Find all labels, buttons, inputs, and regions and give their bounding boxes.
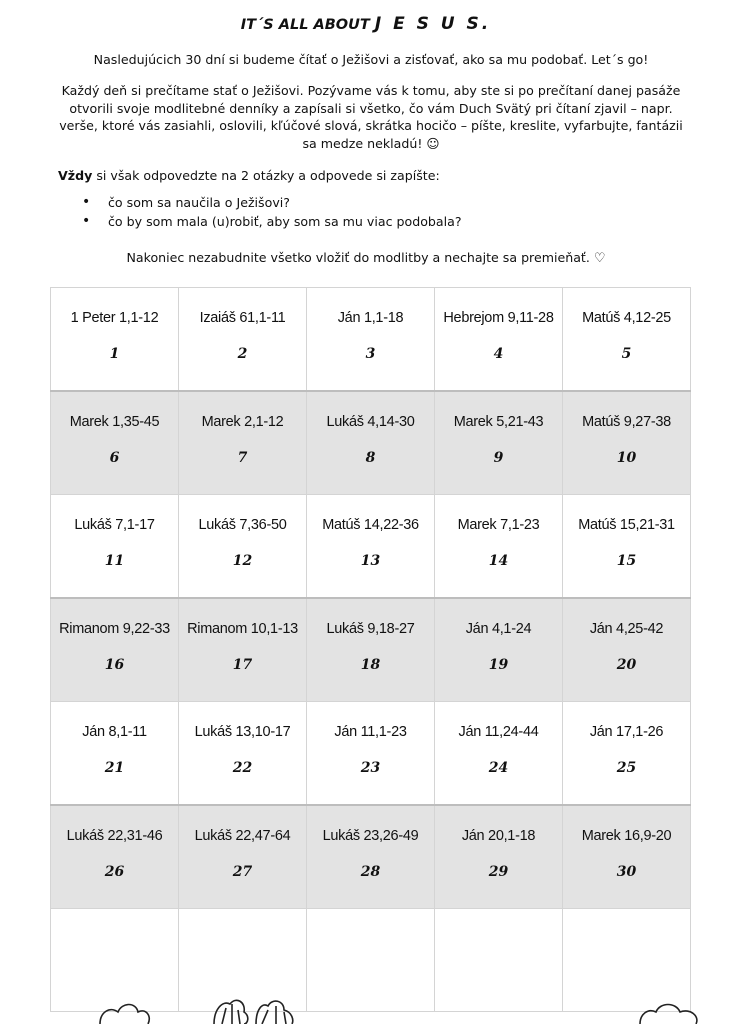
passage-reference: Hebrejom 9,11-28 xyxy=(443,310,554,326)
day-number: 25 xyxy=(616,760,637,776)
plan-cell xyxy=(435,702,563,806)
passage-reference: Marek 7,1-23 xyxy=(457,517,540,533)
day-number: 6 xyxy=(109,450,120,466)
passage-reference: Lukáš 9,18-27 xyxy=(326,621,415,637)
passage-reference: Lukáš 23,26-49 xyxy=(322,828,419,844)
reading-plan-table xyxy=(50,287,691,1012)
day-number: 17 xyxy=(232,657,253,673)
plan-cell xyxy=(563,702,691,806)
question-item: • čo by som mala (u)robiť, aby som sa mu viac podobala? xyxy=(82,212,462,231)
day-number: 10 xyxy=(616,450,637,466)
day-number: 16 xyxy=(104,657,125,673)
plan-cell xyxy=(179,288,307,392)
day-number: 28 xyxy=(360,864,381,880)
plan-row xyxy=(51,288,691,392)
passage-reference: Marek 2,1-12 xyxy=(201,414,284,430)
day-number: 23 xyxy=(360,760,381,776)
plan-row xyxy=(51,702,691,806)
plan-cell xyxy=(563,391,691,495)
question-item: • čo som sa naučila o Ježišovi? xyxy=(82,193,462,212)
day-number: 13 xyxy=(360,553,381,569)
plan-cell xyxy=(435,598,563,702)
page-title xyxy=(0,14,732,34)
passage-reference: Lukáš 7,36-50 xyxy=(198,517,287,533)
plan-cell xyxy=(307,288,435,392)
day-number: 24 xyxy=(488,760,509,776)
title-name: J E S U S. xyxy=(374,14,492,34)
passage-reference: 1 Peter 1,1-12 xyxy=(70,310,159,326)
day-number: 11 xyxy=(104,553,125,569)
plan-cell xyxy=(51,495,179,599)
day-number: 8 xyxy=(365,450,376,466)
passage-reference: Lukáš 13,10-17 xyxy=(194,724,291,740)
instructions-paragraph: Každý deň si prečítame stať o Ježišovi. Pozývame vás k tomu, aby ste si po prečítaní danej pasáže otvorili svoje modlitebné denníky a zapísali si všetko, čo vám Duch Svätý pri čítaní zjavil – napr. verše, ktoré vás zasiahli, oslovili, kľúčové slová, skrátka hocičo – píšte, kreslite, vyfarbujte, fantázii sa medze nekladú! ☺ xyxy=(59,83,683,151)
day-number: 14 xyxy=(488,553,509,569)
passage-reference: Rimanom 9,22-33 xyxy=(59,621,170,637)
plan-cell xyxy=(435,288,563,392)
day-number: 3 xyxy=(365,346,376,362)
passage-reference: Lukáš 22,31-46 xyxy=(66,828,163,844)
day-number: 19 xyxy=(488,657,509,673)
passage-reference: Ján 1,1-18 xyxy=(337,310,404,326)
day-number: 4 xyxy=(493,346,504,362)
day-number: 1 xyxy=(109,346,120,362)
decorative-doodles xyxy=(0,992,732,1024)
cloud-doodle-left xyxy=(100,1005,149,1024)
passage-reference: Matúš 15,21-31 xyxy=(578,517,675,533)
plan-row xyxy=(51,391,691,495)
plan-cell xyxy=(435,391,563,495)
plan-row xyxy=(51,598,691,702)
day-number: 2 xyxy=(237,346,248,362)
day-number: 15 xyxy=(616,553,637,569)
questions-list xyxy=(82,193,462,231)
plan-cell xyxy=(435,495,563,599)
day-number: 7 xyxy=(237,450,248,466)
day-number: 9 xyxy=(493,450,504,466)
passage-reference: Marek 16,9-20 xyxy=(581,828,672,844)
plan-row xyxy=(51,805,691,909)
plant-doodle xyxy=(256,1001,293,1024)
plan-cell xyxy=(179,598,307,702)
passage-reference: Ján 4,25-42 xyxy=(589,621,664,637)
passage-reference: Marek 5,21-43 xyxy=(453,414,544,430)
plan-cell xyxy=(307,495,435,599)
passage-reference: Ján 8,1-11 xyxy=(82,724,147,740)
plan-cell xyxy=(179,805,307,909)
plan-cell xyxy=(563,288,691,392)
passage-reference: Ján 11,1-23 xyxy=(334,724,407,740)
plan-cell xyxy=(179,391,307,495)
title-prefix: IT´S ALL ABOUT xyxy=(240,17,370,33)
passage-reference: Ján 20,1-18 xyxy=(461,828,536,844)
plan-cell xyxy=(51,702,179,806)
day-number: 26 xyxy=(104,864,125,880)
passage-reference: Rimanom 10,1-13 xyxy=(187,621,298,637)
cloud-doodle-right xyxy=(640,1005,697,1024)
passage-reference: Lukáš 7,1-17 xyxy=(74,517,155,533)
plan-cell xyxy=(179,702,307,806)
day-number: 27 xyxy=(232,864,253,880)
plan-cell xyxy=(435,805,563,909)
always-bold: Vždy xyxy=(58,168,93,183)
plan-cell xyxy=(563,805,691,909)
day-number: 29 xyxy=(488,864,509,880)
heart-icon: ♡ xyxy=(593,251,606,266)
day-number: 20 xyxy=(616,657,637,673)
plan-cell xyxy=(307,391,435,495)
day-number: 18 xyxy=(360,657,381,673)
plan-cell xyxy=(563,598,691,702)
day-number: 5 xyxy=(621,346,632,362)
plan-cell xyxy=(307,702,435,806)
passage-reference: Matúš 9,27-38 xyxy=(582,414,671,430)
passage-reference: Lukáš 4,14-30 xyxy=(326,414,415,430)
passage-reference: Lukáš 22,47-64 xyxy=(194,828,291,844)
always-rest: si však odpovedzte na 2 otázky a odpovede si zapíšte: xyxy=(92,168,440,183)
day-number: 21 xyxy=(104,760,125,776)
day-number: 30 xyxy=(616,864,637,880)
passage-reference: Matúš 14,22-36 xyxy=(322,517,419,533)
intro-text: Nasledujúcich 30 dní si budeme čítať o Ježišovi a zisťovať, ako sa mu podobať. Let´s go! xyxy=(93,52,649,67)
plan-cell xyxy=(51,288,179,392)
flower-doodle xyxy=(214,1000,248,1024)
passage-reference: Ján 11,24-44 xyxy=(458,724,539,740)
passage-reference: Ján 4,1-24 xyxy=(465,621,532,637)
plan-cell xyxy=(51,391,179,495)
plan-cell xyxy=(563,495,691,599)
plan-row xyxy=(51,495,691,599)
plan-cell xyxy=(179,495,307,599)
passage-reference: Izaiáš 61,1-11 xyxy=(199,310,286,326)
plan-cell xyxy=(51,805,179,909)
day-number: 12 xyxy=(232,553,253,569)
plan-cell xyxy=(307,598,435,702)
passage-reference: Marek 1,35-45 xyxy=(69,414,160,430)
passage-reference: Ján 17,1-26 xyxy=(589,724,664,740)
closing-text: Nakoniec nezabudnite všetko vložiť do modlitby a nechajte sa premieňať. xyxy=(126,250,590,265)
closing-line xyxy=(0,250,732,266)
always-line xyxy=(58,168,684,183)
plan-cell xyxy=(51,598,179,702)
passage-reference: Matúš 4,12-25 xyxy=(582,310,671,326)
plan-cell xyxy=(307,805,435,909)
day-number: 22 xyxy=(232,760,253,776)
